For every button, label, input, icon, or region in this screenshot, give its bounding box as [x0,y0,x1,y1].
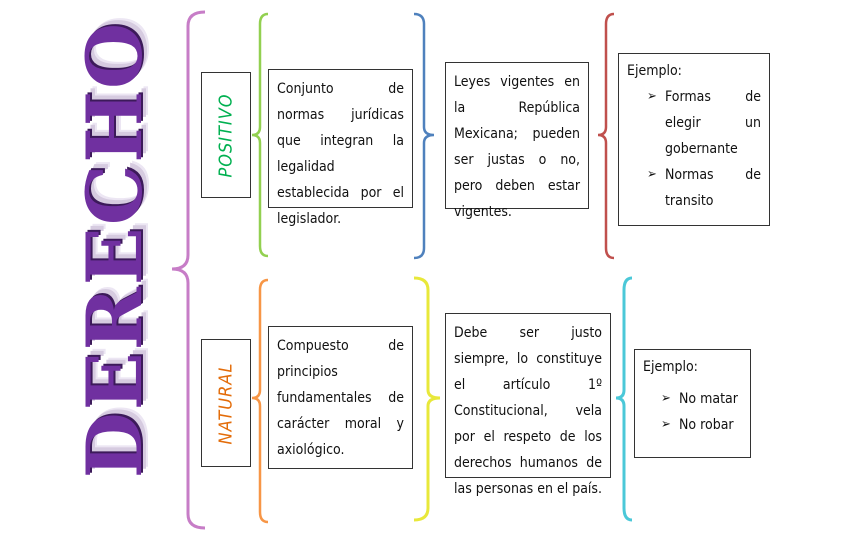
positivo-brace-1 [252,14,268,256]
natural-definition-box: Compuesto de principios fundamentales de carácter moral y axiológico. [268,326,413,469]
list-item: ➢ No robar [661,412,742,438]
positivo-brace-2 [414,14,434,258]
positivo-definition-box: Conjunto de normas jurídicas que integran la legalidad establecida por el legislador. [268,69,413,208]
natural-brace-3 [616,278,632,520]
positivo-example-box [618,53,770,226]
list-item: ➢ Formas de elegir un gobernante [647,84,761,162]
natural-brace-1 [252,280,268,522]
natural-brace-2 [414,278,440,520]
list-item: ➢ No matar [661,386,742,412]
natural-example-list [643,386,742,438]
positivo-brace-3 [598,14,614,258]
diagram-title: DERECHO [70,20,160,478]
natural-description-box: Debe ser justo siempre, lo constituye el artículo 1º Constitucional, vela por el respeto de los derechos humanos de las personas en el país. [445,313,611,478]
natural-example-heading: Ejemplo: [643,359,698,375]
natural-example-box [634,349,751,458]
positivo-description-box: Leyes vigentes en la República Mexicana; pueden ser justas o no, pero deben estar vigentes. [445,62,589,209]
list-item: ➢ Normas de transito [647,162,761,214]
label-positivo: POSITIVO [201,72,251,198]
positivo-example-heading: Ejemplo: [627,63,682,79]
positivo-example-list [627,84,761,214]
label-natural: NATURAL [201,339,251,467]
